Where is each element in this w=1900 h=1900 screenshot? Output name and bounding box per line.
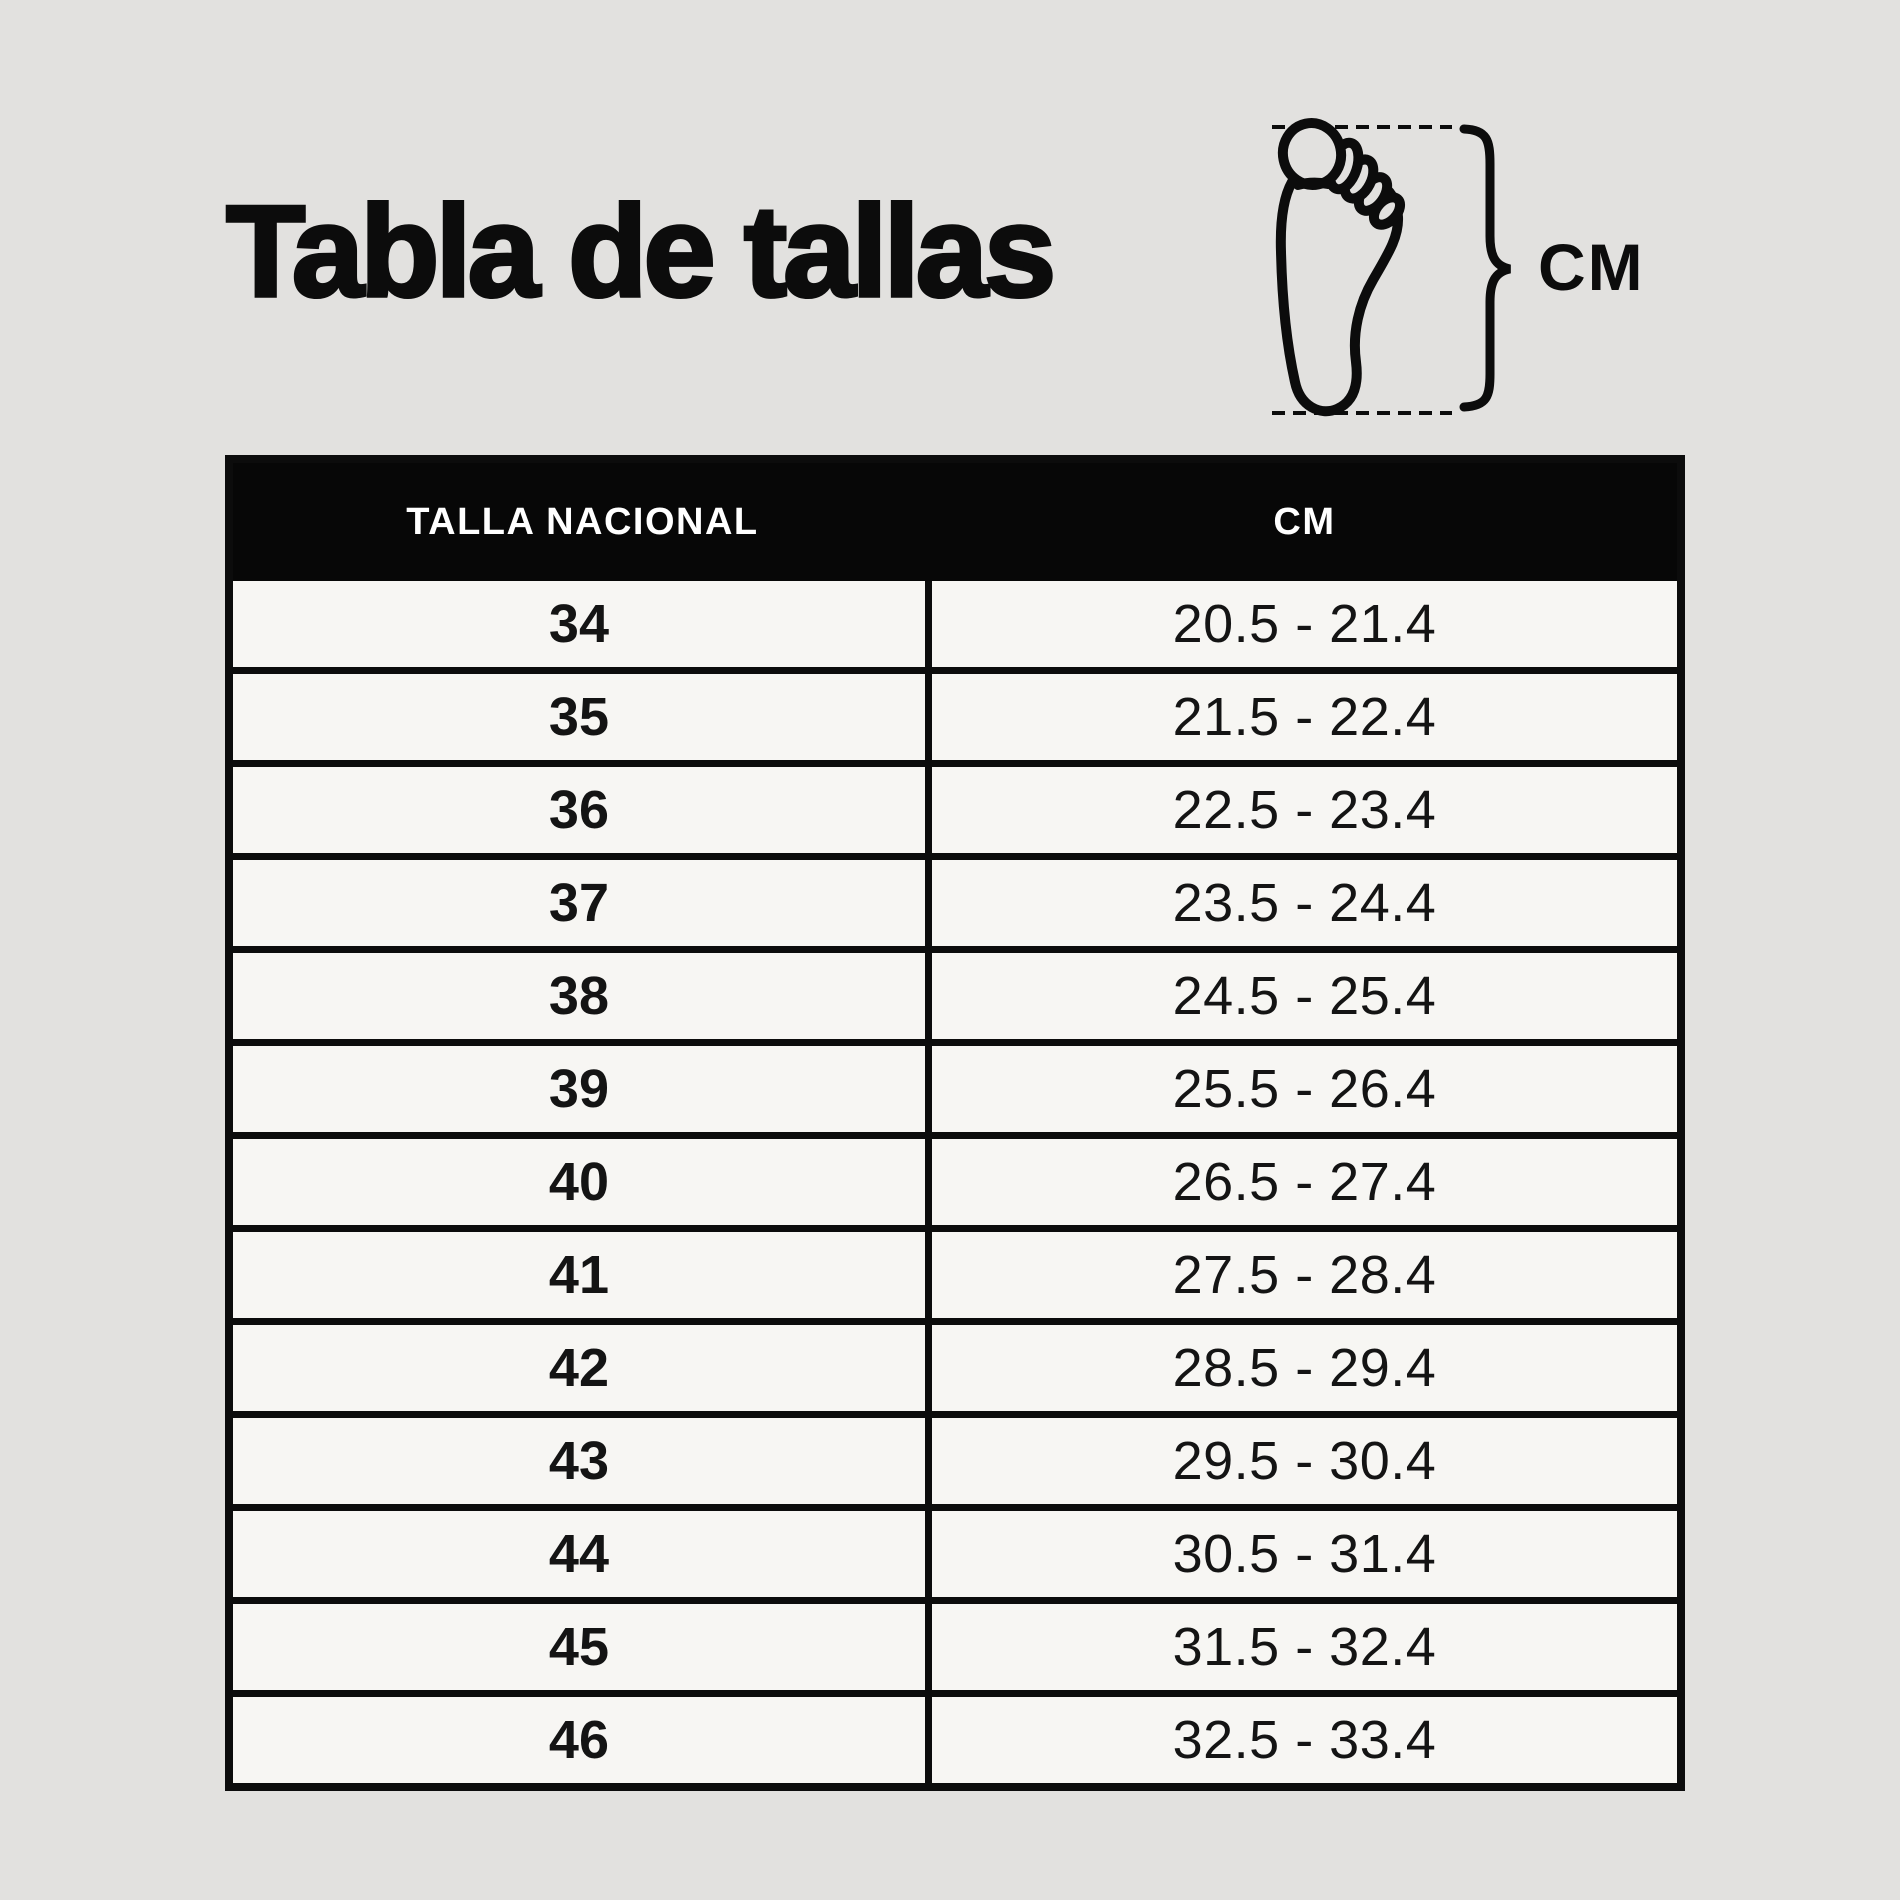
size-cell: 35 xyxy=(233,674,932,760)
table-row xyxy=(233,1039,1677,1132)
cm-cell: 26.5 - 27.4 xyxy=(1172,1152,1437,1212)
cm-cell: 30.5 - 31.4 xyxy=(1172,1524,1437,1584)
size-cell: 41 xyxy=(233,1232,932,1318)
size-cell: 40 xyxy=(233,1139,932,1225)
cm-cell: 29.5 - 30.4 xyxy=(1172,1431,1437,1491)
cm-cell: 25.5 - 26.4 xyxy=(1172,1059,1437,1119)
column-header-talla-nacional: TALLA NACIONAL xyxy=(406,500,759,543)
size-cell: 42 xyxy=(233,1325,932,1411)
table-row xyxy=(233,760,1677,853)
size-cell: 45 xyxy=(233,1604,932,1690)
table-row xyxy=(233,853,1677,946)
table-row xyxy=(233,1411,1677,1504)
size-cell: 37 xyxy=(233,860,932,946)
foot-measure-graphic xyxy=(1240,90,1720,450)
size-cell: 36 xyxy=(233,767,932,853)
size-cell: 46 xyxy=(233,1697,932,1783)
cm-cell: 27.5 - 28.4 xyxy=(1172,1245,1437,1305)
cm-cell: 20.5 - 21.4 xyxy=(1172,594,1437,654)
table-row xyxy=(233,1132,1677,1225)
page-title: Tabla de tallas xyxy=(226,178,1053,324)
table-body xyxy=(233,581,1677,1783)
cm-cell: 28.5 - 29.4 xyxy=(1172,1338,1437,1398)
table-row xyxy=(233,667,1677,760)
table-row xyxy=(233,946,1677,1039)
cm-cell: 24.5 - 25.4 xyxy=(1172,966,1437,1026)
foot-measure-illustration xyxy=(1240,90,1720,450)
size-cell: 34 xyxy=(233,581,932,667)
size-cell: 39 xyxy=(233,1046,932,1132)
table-row xyxy=(233,1504,1677,1597)
measure-brace-icon xyxy=(1464,129,1510,407)
table-row xyxy=(233,581,1677,667)
table-row xyxy=(233,1597,1677,1690)
table-row xyxy=(233,1690,1677,1783)
cm-cell: 21.5 - 22.4 xyxy=(1172,687,1437,747)
cm-cell: 22.5 - 23.4 xyxy=(1172,780,1437,840)
column-header-cm: CM xyxy=(1273,500,1336,543)
unit-label: CM xyxy=(1538,230,1645,304)
size-cell: 43 xyxy=(233,1418,932,1504)
cm-cell: 31.5 - 32.4 xyxy=(1172,1617,1437,1677)
cm-cell: 23.5 - 24.4 xyxy=(1172,873,1437,933)
size-cell: 44 xyxy=(233,1511,932,1597)
table-header-row xyxy=(233,463,1677,581)
table-row xyxy=(233,1318,1677,1411)
cm-cell: 32.5 - 33.4 xyxy=(1172,1710,1437,1770)
table-row xyxy=(233,1225,1677,1318)
size-table xyxy=(225,455,1685,1791)
foot-sole-icon xyxy=(1277,118,1405,412)
size-cell: 38 xyxy=(233,953,932,1039)
